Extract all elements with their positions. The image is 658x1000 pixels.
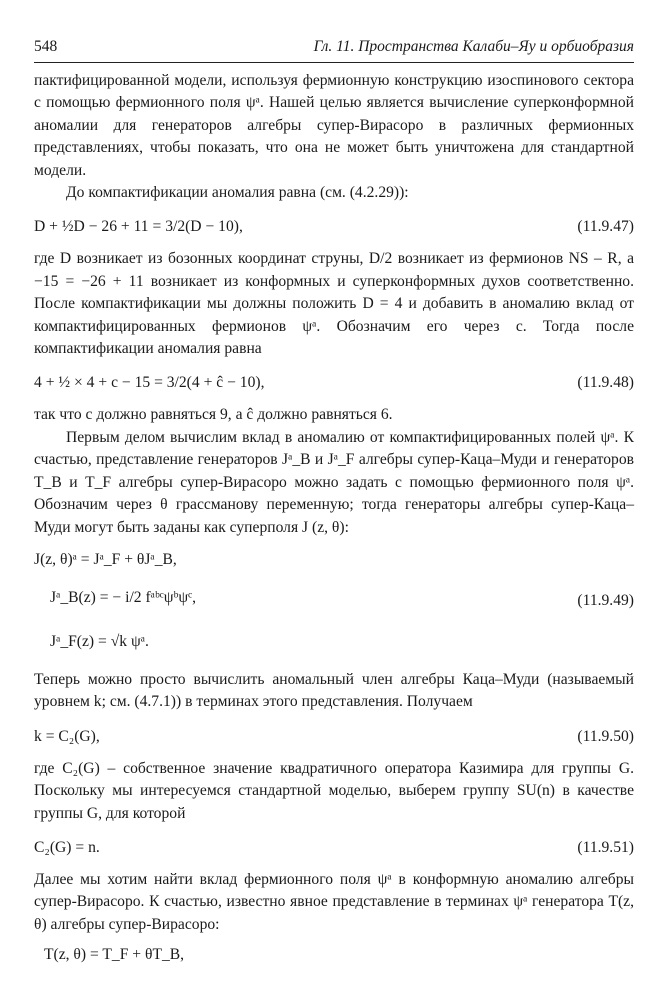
paragraph: Далее мы хотим найти вклад фермионного поля ψᵃ в конформную аномалию алгебры супер-Вирасоро. К счастью, известно явное представление в терминах ψᵃ генератора T(z, θ) алгебры супер-Вирасоро: bbox=[34, 870, 634, 933]
equation-formula: k = C₂(G), bbox=[34, 727, 100, 745]
page-header bbox=[34, 36, 634, 63]
equation-number: (11.9.47) bbox=[577, 218, 634, 236]
equation-line: Jᵃ_F(z) = √k ψᵃ. bbox=[50, 632, 149, 650]
equation-11-9-49 bbox=[34, 545, 634, 665]
equation-formula: C₂(G) = n. bbox=[34, 838, 100, 856]
paragraph: пактифицированной модели, используя фермионную конструкцию изоспинового сектора с помощью фермионного поля ψᵃ. Нашей целью является вычисление суперконформной аномалии для генераторов алгебры супер-Вирасоро в различных фермионных представлениях, чтобы показать, что она не может быть уничтожена для стандартной модели. bbox=[34, 72, 634, 179]
equation-11-9-48 bbox=[34, 372, 634, 394]
paragraph: Первым делом вычислим вклад в аномалию от компактифицированных полей ψᵃ. К счастью, представление генераторов Jᵃ_B и Jᵃ_F алгебры супер-Каца–Муди и генераторов T_B и T_F алгебры супер-Вирасоро можно задать с помощью фермионного поля ψᵃ. Обозначим через θ грассманову переменную; тогда генераторы алгебры супер-Каца–Муди могут быть заданы как суперполя J (z, θ): bbox=[34, 428, 634, 536]
page-number: 548 bbox=[34, 38, 58, 55]
paragraph: Теперь можно просто вычислить аномальный член алгебры Каца–Муди (называемый уровнем k; см. (4.7.1)) в терминах этого представления. Получаем bbox=[34, 670, 634, 711]
equation-number: (11.9.50) bbox=[577, 727, 634, 745]
paragraph: так что c должно равняться 9, а ĉ должно равняться 6. bbox=[34, 406, 393, 424]
equation-11-9-50 bbox=[34, 726, 634, 748]
paragraph: где C₂(G) – собственное значение квадратичного оператора Казимира для группы G. Поскольку мы интересуемся стандартной моделью, выберем группу SU(n) в качестве группы G, для которой bbox=[34, 759, 634, 822]
page-body bbox=[34, 70, 634, 967]
paragraph: До компактификации аномалия равна (см. (4.2.29)): bbox=[66, 184, 409, 202]
running-title: Гл. 11. Пространства Калаби–Яу и орбиобразия bbox=[313, 38, 634, 55]
equation-11-9-47 bbox=[34, 216, 634, 238]
equation-number: (11.9.48) bbox=[577, 374, 634, 392]
equation-11-9-51 bbox=[34, 837, 634, 859]
equation-number: (11.9.51) bbox=[577, 838, 634, 856]
paragraph: где D возникает из бозонных координат струны, D/2 возникает из фермионов NS – R, а −15 = −26 + 11 возникает из конформных и суперконформных духов соответственно. После компактификации мы должны положить D = 4 и добавить в аномалию вклад от компактифицированных фермионов ψᵃ. Обозначим его через c. Тогда после компактификации аномалия равна bbox=[34, 250, 634, 358]
equation-formula: 4 + ½ × 4 + c − 15 = 3/2(4 + ĉ − 10), bbox=[34, 374, 265, 392]
equation-super-virasoro-generator: T(z, θ) = T_F + θT_B, bbox=[44, 946, 185, 964]
equation-number: (11.9.49) bbox=[577, 591, 634, 609]
equation-formula: D + ½D − 26 + 11 = 3/2(D − 10), bbox=[34, 218, 243, 236]
equation-line: Jᵃ_B(z) = − i/2 fᵃᵇᶜψᵇψᶜ, bbox=[50, 588, 196, 606]
equation-line: J(z, θ)ᵃ = Jᵃ_F + θJᵃ_B, bbox=[34, 550, 177, 568]
